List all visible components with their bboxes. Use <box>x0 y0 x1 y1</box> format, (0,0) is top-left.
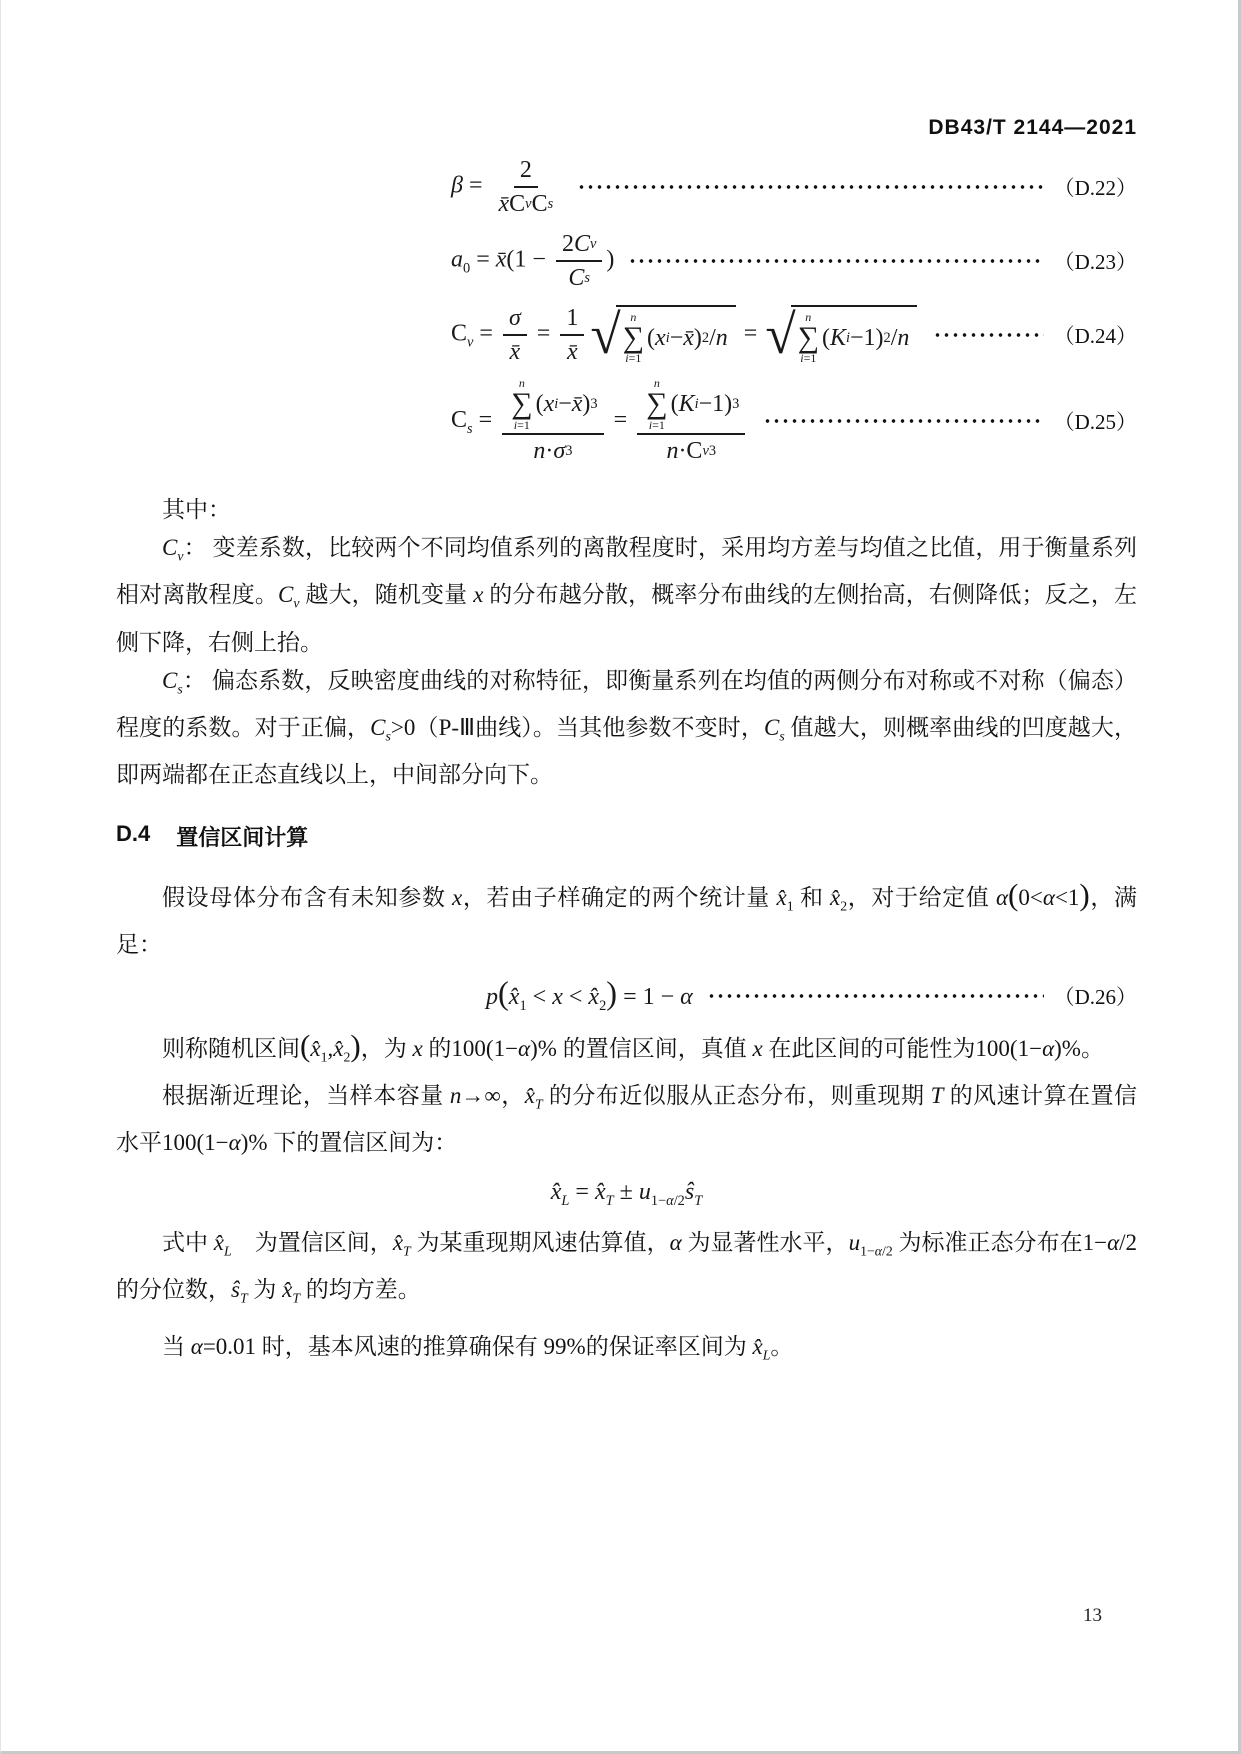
equation-d25 <box>451 376 1137 467</box>
equation-label-d22: （D.22） <box>1053 176 1137 200</box>
dotted-leader <box>707 993 1044 999</box>
equation-block <box>451 154 1137 467</box>
section-title: 置信区间计算 <box>176 824 309 850</box>
paragraph-cs-definition: $C_s$： 偏态系数，反映密度曲线的对称特征，即衡量系列在均值的两侧分布对称或不对称（偏态）程度的系数。对于正偏，$C_s>0(P-Ⅲ$曲线）。当其他参数不变时，$C_s$ 值越大，则概率曲线的凹度越大，即两端都在正态直线以上，中间部分向下。 <box>116 668 1138 788</box>
equation-d26 <box>486 976 1137 1015</box>
dotted-leader <box>628 258 1043 264</box>
formula-confidence-interval: $x̂_L$ = $x̂_T$ ± $u_{1-\alpha/2}ŝ_T$ <box>550 1178 703 1209</box>
formula-d22: β = 2 x̄ C v C s <box>451 154 563 220</box>
formula-d23: $a_0$ = x̄(1 − 2 C v C s ) <box>451 228 614 294</box>
formula-d25: $C_s$ = n ∑ i=1 ( x i − x̄ ) 3 n · σ 3 = n ∑ i=1 ( K i −1) 3 n ·C v 3 <box>451 376 749 467</box>
paragraph-assume: 假设母体分布含有未知参数 x，若由子样确定的两个统计量 $x̂_1$ 和 $x̂_2$，对于给定值 α(0<α<1)，满足： <box>116 876 1138 957</box>
section-number: D.4 <box>116 820 151 846</box>
paragraph-alpha: 当 α=0.01 时，基本风速的推算确保有 99%的保证率区间为 $x̂_L$。 <box>162 1333 794 1363</box>
paragraph-where: 式中 $x̂_L$ 为置信区间，$x̂_T$ 为某重现期风速估算值，α 为显著性水平，$u_{1-\alpha/2}$ 为标准正态分布在1−α/2 的分位数，$ŝ_T$ 为 $x̂_T$ 的均方差。 <box>116 1229 1138 1306</box>
formula-d24: $C_v$ = $\frac{\sigma}{x̄}$ = $\frac{1}{x̄}$ √ n ∑ i=1 ( x i − x̄ ) 2 / n = √ n ∑ i=1 ( K i −1) 2 / n <box>451 302 919 368</box>
dotted-leader <box>577 184 1043 190</box>
equation-label-d26: （D.26） <box>1053 984 1137 1009</box>
equation-label-d23: （D.23） <box>1053 250 1137 274</box>
formula-d26: $p(x̂_1 < x$ < $x̂_2) = 1 - \alpha$ <box>486 976 693 1015</box>
paragraph-asymptotic: 根据渐近理论，当样本容量 n→∞，$x̂_T$ 的分布近似服从正态分布，则重现期 T 的风速计算在置信水平100(1−α)% 下的置信区间为： <box>116 1083 1138 1156</box>
equation-d23 <box>451 228 1137 294</box>
section-heading-d4 <box>116 821 1137 852</box>
paragraph-qizhong: 其中： <box>162 496 231 522</box>
dotted-leader <box>933 332 1043 338</box>
page-number: 13 <box>1083 1605 1102 1626</box>
equation-d24 <box>451 302 1137 368</box>
standard-code-header: DB43/T 2144—2021 <box>928 116 1137 139</box>
equation-label-d25: （D.25） <box>1053 410 1137 435</box>
dotted-leader <box>763 418 1043 424</box>
paragraph-interval: 则称随机区间$(x̂_1,x̂_2)$，为 x 的100(1−α)% 的置信区间，真值 x 在此区间的可能性为100(1−α)%。 <box>162 1028 1104 1065</box>
equation-label-d24: （D.24） <box>1053 324 1137 348</box>
equation-d22 <box>451 154 1137 220</box>
paragraph-cv-definition: $C_v$： 变差系数，比较两个不同均值系列的离散程度时，采用均方差与均值之比值，用于衡量系列相对离散程度。$C_v$ 越大，随机变量 x 的分布越分散，概率分布曲线的左侧抬高，右侧降低；反之，左侧下降，右侧上抬。 <box>116 535 1138 655</box>
